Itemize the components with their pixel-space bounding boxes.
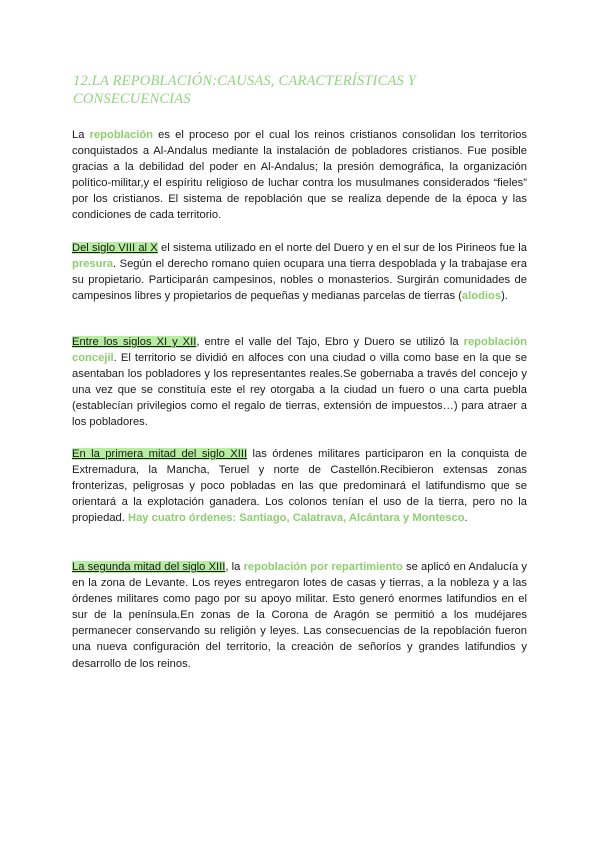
text: ). [501, 290, 508, 303]
period-heading: Del siglo VIII al X [72, 242, 158, 254]
keyword-repoblacion-concejil: repoblación concejil [72, 336, 527, 365]
keyword-repoblacion-repartimiento: repoblación por repartimiento [243, 561, 403, 573]
text: . El territorio se dividió en alfoces con una ciudad o villa como base en la que se asentaban los pobladores y los representantes reales.Se gobernaba a través del concejo y una vez que se constituía este el rey otorgaba a la ciudad un fuero o una carta puebla (establecían privilegios como el regalo de tierras, extensión de impuestos…) para atraer a los pobladores. [72, 352, 527, 429]
period-heading: En la primera mitad del siglo XIII [72, 448, 248, 460]
paragraph-siglos-xi-xii [72, 334, 527, 431]
text: las órdenes militares participaron en la conquista de Extremadura, la Mancha, Teruel y norte de Castellón.Recibieron extensas zonas fronterizas, peligrosas y poco pobladas en las que predominará el latifundismo que se orientará a la explotación ganadera. Los colonos tenían el uso de la tierra, pero no la propiedad. [72, 448, 528, 525]
text: La [72, 129, 90, 141]
keyword-presura: presura [72, 258, 114, 271]
paragraph-siglo-viii-x [72, 240, 527, 304]
keyword-repoblacion: repoblación [89, 129, 154, 141]
period-heading: Entre los siglos XI y XII [72, 336, 197, 348]
keyword-ordenes-militares: Hay cuatro órdenes: Santiago, Calatrava, Alcántara y Montesco [127, 512, 465, 525]
page-title: 12.LA REPOBLACIÓN:CAUSAS, CARACTERÍSTICAS Y CONSECUENCIAS [73, 73, 417, 107]
text: . Según el derecho romano quien ocupara una tierra despoblada y la trabajase era su propietario. Participarán campesinos, nobles o monasterios. Surgirán comunidades de campesinos libres y propietarios de pequeñas y medianas parcelas de tierras ( [72, 258, 527, 303]
text: . [464, 512, 468, 525]
text: es el proceso por el cual los reinos cristianos consolidan los territorios conquistados a Al-Andalus mediante la instalación de pobladores cristianos. Fue posible gracias a la debilidad del poder en Al-Andalus; la presión demográfica, la organización político-militar,y el espíritu religioso de luchar contra los musulmanes considerados “fieles” por los cristianos. El sistema de repoblación que se realiza depende de la época y las condiciones de cada territorio. [72, 129, 527, 222]
paragraph-segunda-mitad-xiii [72, 559, 527, 672]
text: , entre el valle del Tajo, Ebro y Duero se utilizó la [196, 336, 464, 348]
paragraph-primera-mitad-xiii [72, 446, 527, 526]
period-heading: La segunda mitad del siglo XIII [72, 561, 226, 573]
keyword-alodios: alodios [461, 290, 502, 303]
text: se aplicó en Andalucía y en la zona de Levante. Los reyes entregaron lotes de casas y tierras, a la nobleza y a las órdenes militares como pago por su apoyo militar. Esto generó enormes latifundios en el sur de la península.En zonas de la Corona de Aragón se permitió a los mudéjares permanecer conservando su religión y leyes. Las consecuencias de la repoblación fueron una nueva configuración del territorio, la creación de señoríos y grandes latifundios y desarrollo de los reinos. [72, 561, 527, 670]
paragraph-introduction [72, 127, 527, 224]
text: el sistema utilizado en el norte del Duero y en el sur de los Pirineos fue la [157, 242, 528, 254]
text: , la [225, 561, 244, 573]
